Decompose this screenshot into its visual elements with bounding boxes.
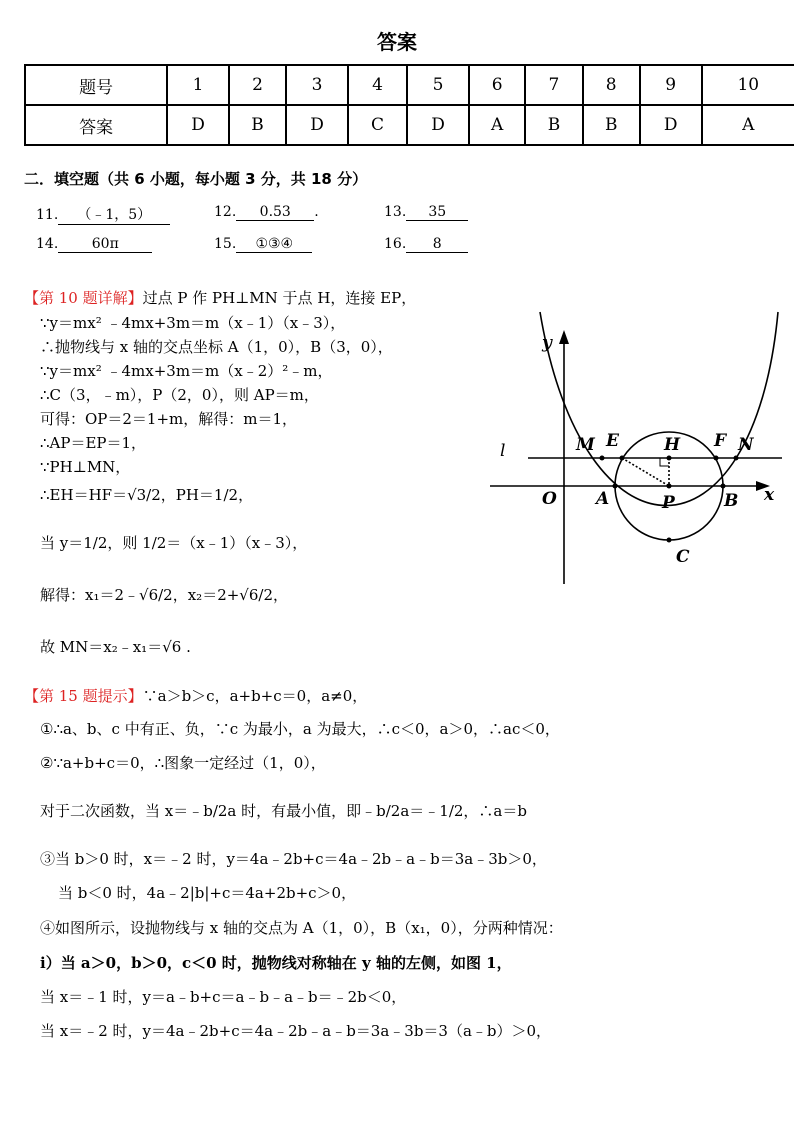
parabola xyxy=(540,312,778,506)
table-cell: B xyxy=(583,105,640,145)
item-answer: 60π xyxy=(58,236,152,253)
label-a: A xyxy=(596,489,610,509)
fill-item-15 xyxy=(214,236,312,253)
q15-line: 对于二次函数，当 x＝﹣b/2a 时，有最小值，即﹣b/2a＝﹣1/2，∴a＝b xyxy=(40,802,527,820)
q10-line: ∵PH⊥MN， xyxy=(40,458,131,476)
fill-item-13 xyxy=(384,204,468,221)
q10-line: ∴EH＝HF＝√3/2，PH＝1/2， xyxy=(40,486,254,504)
item-number: 12. xyxy=(214,204,237,220)
point-b xyxy=(721,484,726,489)
section-heading: 二．填空题（共 6 小题，每小题 3 分，共 18 分） xyxy=(24,170,368,188)
label-p: P xyxy=(662,493,675,513)
table-row xyxy=(25,105,794,145)
table-cell: 5 xyxy=(407,65,469,105)
q10-line: ∵y＝mx² ﹣4mx+3m＝m（x﹣2）²﹣m， xyxy=(40,362,333,380)
segment-ep xyxy=(622,458,669,486)
label-y: y xyxy=(542,333,552,353)
table-cell: A xyxy=(702,105,794,145)
item-suffix: . xyxy=(314,204,319,220)
table-cell: D xyxy=(640,105,702,145)
point-n xyxy=(734,456,739,461)
point-a xyxy=(613,484,618,489)
q15-first-line xyxy=(24,685,367,706)
page-title: 答案 xyxy=(377,30,417,54)
table-header-cell: 答案 xyxy=(25,105,167,145)
label-x: x xyxy=(764,485,775,505)
label-n: N xyxy=(738,435,754,455)
fill-item-11 xyxy=(36,204,170,225)
table-cell: D xyxy=(407,105,469,145)
label-b: B xyxy=(724,491,739,511)
parabola-circle-figure xyxy=(488,310,788,590)
answer-table xyxy=(24,64,794,146)
q10-line: 解得：x₁＝2﹣√6/2，x₂＝2+√6/2， xyxy=(40,586,288,604)
fill-item-14 xyxy=(36,236,152,253)
point-c xyxy=(667,538,672,543)
q15-line: i）当 a＞0，b＞0，c＜0 时，抛物线对称轴在 y 轴的左侧，如图 1， xyxy=(40,954,512,972)
table-header-cell: 题号 xyxy=(25,65,167,105)
table-cell: 3 xyxy=(286,65,348,105)
label-f: F xyxy=(714,431,727,451)
point-p xyxy=(667,484,672,489)
table-cell: 2 xyxy=(229,65,286,105)
item-number: 13. xyxy=(384,204,407,220)
fill-item-12 xyxy=(214,204,319,221)
item-answer: 35 xyxy=(406,204,468,221)
point-e xyxy=(620,456,625,461)
q10-line: ∴抛物线与 x 轴的交点坐标 A（1，0），B（3，0）， xyxy=(40,338,393,356)
item-number: 15. xyxy=(214,236,237,252)
q10-line: ∴AP＝EP＝1， xyxy=(40,434,147,452)
item-number: 11. xyxy=(36,207,59,223)
item-answer: 0.53 xyxy=(236,204,314,221)
label-h: H xyxy=(664,435,681,455)
label-l: l xyxy=(500,441,506,461)
item-answer: 8 xyxy=(406,236,468,253)
point-m xyxy=(600,456,605,461)
q10-line: 可得：OP＝2＝1+m，解得：m＝1， xyxy=(40,410,298,428)
y-axis-arrow xyxy=(559,330,569,344)
fill-item-16 xyxy=(384,236,468,253)
q10-line: 故 MN＝x₂﹣x₁＝√6 . xyxy=(40,638,191,656)
item-answer: （﹣1，5） xyxy=(58,204,170,225)
table-cell: B xyxy=(229,105,286,145)
item-number: 16. xyxy=(384,236,407,252)
table-cell: 10 xyxy=(702,65,794,105)
table-cell: 7 xyxy=(525,65,582,105)
item-number: 14. xyxy=(36,236,59,252)
q10-first-line xyxy=(24,287,416,308)
point-h xyxy=(667,456,672,461)
q10-line: 过点 P 作 PH⊥MN 于点 H，连接 EP， xyxy=(142,289,417,307)
q15-line: ④如图所示，设抛物线与 x 轴的交点为 A（1，0），B（x₁，0），分两种情况： xyxy=(40,919,563,937)
q15-line: ①∴a、b、c 中有正、负，∵c 为最小，a 为最大，∴c＜0，a＞0，∴ac＜0， xyxy=(40,720,560,738)
table-cell: D xyxy=(167,105,229,145)
point-f xyxy=(714,456,719,461)
label-o: O xyxy=(542,489,557,509)
table-cell: 6 xyxy=(469,65,525,105)
q15-line: 当 b＜0 时，4a﹣2|b|+c＝4a+2b+c＞0， xyxy=(58,884,357,902)
q10-tag: 【第 10 题详解】 xyxy=(24,289,143,307)
table-cell: 1 xyxy=(167,65,229,105)
item-answer: ①③④ xyxy=(236,236,312,253)
q10-line: ∵y＝mx² ﹣4mx+3m＝m（x﹣1）（x﹣3）， xyxy=(40,314,346,332)
label-e: E xyxy=(606,431,619,451)
table-cell: C xyxy=(348,105,407,145)
table-cell: 4 xyxy=(348,65,407,105)
label-c: C xyxy=(676,547,690,567)
q15-line: ③当 b＞0 时，x＝﹣2 时，y＝4a﹣2b+c＝4a﹣2b﹣a﹣b＝3a﹣3b＞0， xyxy=(40,850,547,868)
q15-line: ∵a＞b＞c，a+b+c＝0，a≠0， xyxy=(142,687,368,705)
q10-line: ∴C（3，﹣m），P（2，0），则 AP＝m， xyxy=(40,386,319,404)
q15-line: ②∵a+b+c＝0，∴图象一定经过（1，0）， xyxy=(40,754,326,772)
q15-line: 当 x＝﹣2 时，y＝4a﹣2b+c＝4a﹣2b﹣a﹣b＝3a﹣3b＝3（a﹣b）＞0， xyxy=(40,1022,552,1040)
table-cell: D xyxy=(286,105,348,145)
table-cell: 8 xyxy=(583,65,640,105)
q15-tag: 【第 15 题提示】 xyxy=(24,687,143,705)
label-m: M xyxy=(576,435,595,455)
table-cell: A xyxy=(469,105,525,145)
table-cell: 9 xyxy=(640,65,702,105)
q15-line: 当 x＝﹣1 时，y＝a﹣b+c＝a﹣b﹣a﹣b＝﹣2b＜0， xyxy=(40,988,407,1006)
q10-line: 当 y＝1/2，则 1/2＝（x﹣1）（x﹣3）， xyxy=(40,534,308,552)
table-cell: B xyxy=(525,105,582,145)
table-row xyxy=(25,65,794,105)
